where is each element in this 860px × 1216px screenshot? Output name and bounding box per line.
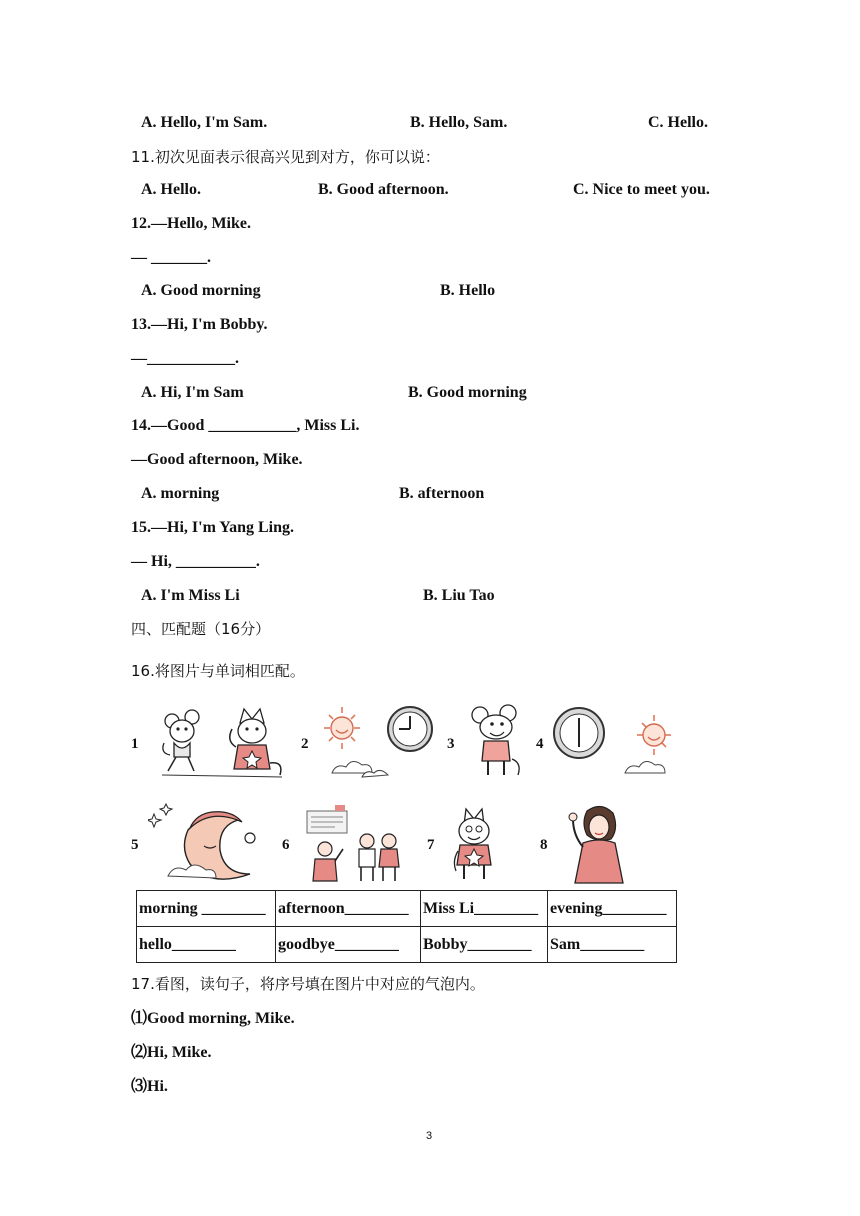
q11-option-b: B. Good afternoon. [318, 181, 449, 198]
q17-sentence-3: ⑶Hi. [131, 1078, 168, 1095]
table-cell[interactable]: Miss Li________ [421, 891, 548, 927]
q17-stem: 17.看图，读句子，将序号填在图片中对应的气泡内。 [131, 975, 485, 993]
q15-line1: 15.—Hi, I'm Yang Ling. [131, 519, 294, 536]
q11-option-c: C. Nice to meet you. [573, 181, 710, 198]
picture-mouse [466, 703, 526, 783]
q17-sentence-2: ⑵Hi, Mike. [131, 1044, 212, 1061]
q15-option-a: A. I'm Miss Li [141, 587, 240, 604]
page-number: 3 [426, 1130, 433, 1142]
q10-option-a: A. Hello, I'm Sam. [141, 114, 268, 131]
q11-stem: 11.初次见面表示很高兴见到对方，你可以说： [131, 148, 440, 166]
table-row [137, 927, 677, 963]
q13-line2: —___________. [131, 350, 239, 367]
table-cell[interactable]: morning ________ [137, 891, 276, 927]
picture-teacher-waving [565, 803, 635, 885]
q13-line1: 13.—Hi, I'm Bobby. [131, 316, 268, 333]
picture-number-7: 7 [427, 837, 435, 853]
q10-option-c: C. Hello. [648, 114, 708, 131]
picture-number-6: 6 [282, 837, 290, 853]
q14-option-b: B. afternoon [399, 485, 485, 502]
picture-moon-night [148, 800, 268, 885]
picture-number-4: 4 [536, 736, 544, 752]
picture-sun-and-clock [322, 703, 437, 783]
q15-line2: — Hi, __________. [131, 553, 260, 570]
q11-option-a: A. Hello. [141, 181, 201, 198]
q14-option-a: A. morning [141, 485, 220, 502]
picture-number-2: 2 [301, 736, 309, 752]
q12-line1: 12.—Hello, Mike. [131, 215, 251, 232]
picture-mouse-and-cat [152, 703, 287, 783]
table-cell[interactable]: goodbye________ [276, 927, 421, 963]
picture-number-5: 5 [131, 837, 139, 853]
picture-cat [452, 803, 512, 885]
q10-option-b: B. Hello, Sam. [410, 114, 508, 131]
table-cell[interactable]: afternoon________ [276, 891, 421, 927]
q15-option-b: B. Liu Tao [423, 587, 495, 604]
matching-table [136, 890, 677, 963]
picture-number-1: 1 [131, 736, 139, 752]
picture-number-8: 8 [540, 837, 548, 853]
q16-stem: 16.将图片与单词相匹配。 [131, 662, 305, 680]
q14-line2: —Good afternoon, Mike. [131, 451, 303, 468]
picture-number-3: 3 [447, 736, 455, 752]
q12-option-b: B. Hello [440, 282, 496, 299]
table-cell[interactable]: Bobby________ [421, 927, 548, 963]
table-row [137, 891, 677, 927]
q14-line1: 14.—Good ___________, Miss Li. [131, 417, 360, 434]
q17-sentence-1: ⑴Good morning, Mike. [131, 1010, 295, 1027]
table-cell[interactable]: Sam________ [548, 927, 677, 963]
table-cell[interactable]: hello________ [137, 927, 276, 963]
picture-clock-and-sun [553, 703, 678, 783]
q13-option-b: B. Good morning [408, 384, 527, 401]
picture-children-waving [305, 803, 405, 885]
q12-option-a: A. Good morning [141, 282, 261, 299]
q12-line2: — _______. [131, 249, 211, 266]
section-title: 四、匹配题（16分） [131, 620, 271, 638]
table-cell[interactable]: evening________ [548, 891, 677, 927]
q13-option-a: A. Hi, I'm Sam [141, 384, 244, 401]
